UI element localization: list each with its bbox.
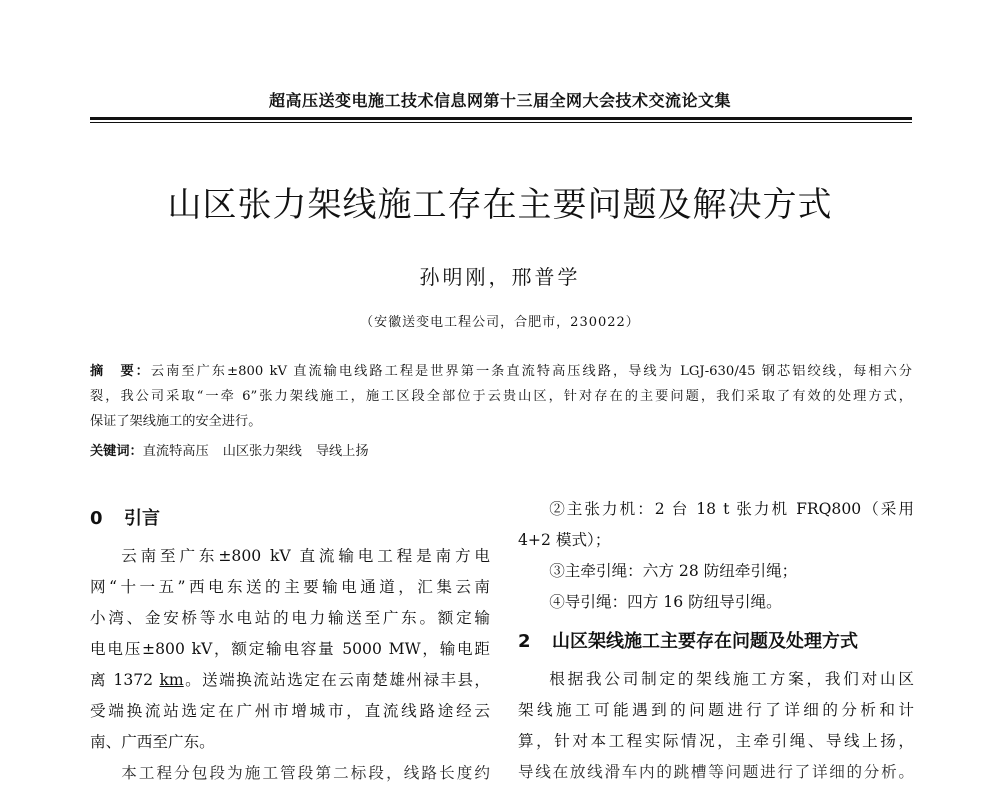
section-number: 2 bbox=[518, 631, 531, 652]
section-title: 山区架线施工主要存在问题及处理方式 bbox=[552, 631, 858, 652]
text-line: 根据我公司制定的架线施工方案，我们对山区 bbox=[549, 670, 914, 688]
section-0-body bbox=[90, 541, 490, 782]
text-line: 架线施工可能遇到的问题进行了详细的分析和计 bbox=[518, 701, 914, 719]
abstract-line-2: 裂，我公司采取“一牵 6”张力架线施工，施工区段全部位于云贵山区，针对存在的主要问题，我们采取了有效的处理方式， bbox=[90, 389, 912, 404]
keyword: 导线上扬 bbox=[315, 444, 369, 459]
keywords-label: 关键词： bbox=[90, 444, 143, 459]
section-2-body bbox=[518, 664, 914, 781]
text-line: 小湾、金安桥等水电站的电力输送至广东。额定输 bbox=[90, 609, 490, 627]
text-line: 云南至广东±800 kV 直流输电工程是南方电 bbox=[121, 547, 490, 565]
text-line: 南、广西至广东。 bbox=[90, 733, 215, 751]
underlined-unit: km bbox=[159, 671, 184, 689]
text-line-cut: 本工程分包段为施工管段第二标段，线路长度约 bbox=[121, 764, 490, 782]
left-column bbox=[90, 505, 490, 782]
keywords bbox=[90, 440, 912, 459]
section-2-heading bbox=[518, 628, 914, 656]
text-line: 网“十一五”西电东送的主要输电通道，汇集云南 bbox=[90, 578, 490, 596]
abstract-line-1: 摘 要：云南至广东±800 kV 直流输电线路工程是世界第一条直流特高压线路，导线为 LGJ-630/45 钢芯铝绞线，每相六分 bbox=[90, 364, 912, 379]
header-rule-thick bbox=[90, 117, 912, 120]
paper-authors: 孙明刚，邢普学 bbox=[419, 265, 581, 289]
keyword: 直流特高压 bbox=[142, 444, 209, 459]
equipment-list bbox=[518, 494, 914, 618]
text-line-cut: 导线在放线滑车内的跳槽等问题进行了详细的分析。 bbox=[518, 763, 914, 781]
text-line: 算，针对本工程实际情况，主牵引绳、导线上扬， bbox=[518, 732, 914, 750]
header-rule-thin bbox=[90, 122, 912, 123]
text-line: 离 1372 km。送端换流站选定在云南楚雄州禄丰县， bbox=[90, 671, 490, 689]
list-item: ②主张力机：2 台 18 t 张力机 FRQ800（采用 bbox=[549, 500, 914, 518]
text-line: 电电压±800 kV，额定输电容量 5000 MW，输电距 bbox=[90, 640, 490, 658]
section-number: 0 bbox=[90, 508, 103, 529]
list-item-continuation: 4+2 模式）； bbox=[518, 531, 611, 549]
abstract-line-3: 保证了架线施工的安全进行。 bbox=[90, 414, 262, 429]
abstract-label: 摘 要： bbox=[90, 364, 151, 379]
paper-title: 山区张力架线施工存在主要问题及解决方式 bbox=[167, 185, 833, 225]
list-item: ④导引绳：四方 16 防纽导引绳。 bbox=[549, 593, 782, 611]
running-header: 超高压送变电施工技术信息网第十三届全网大会技术交流论文集 bbox=[268, 91, 731, 110]
keyword: 山区张力架线 bbox=[222, 444, 302, 459]
text-line: 受端换流站选定在广州市增城市，直流线路途经云 bbox=[90, 702, 490, 720]
abstract bbox=[90, 359, 912, 434]
list-item: ③主牵引绳：六方 28 防纽牵引绳； bbox=[549, 562, 798, 580]
section-title: 引言 bbox=[124, 508, 160, 529]
right-column bbox=[518, 494, 914, 781]
paper-affiliation: （安徽送变电工程公司，合肥市，230022） bbox=[360, 315, 640, 330]
section-0-heading bbox=[90, 505, 490, 533]
